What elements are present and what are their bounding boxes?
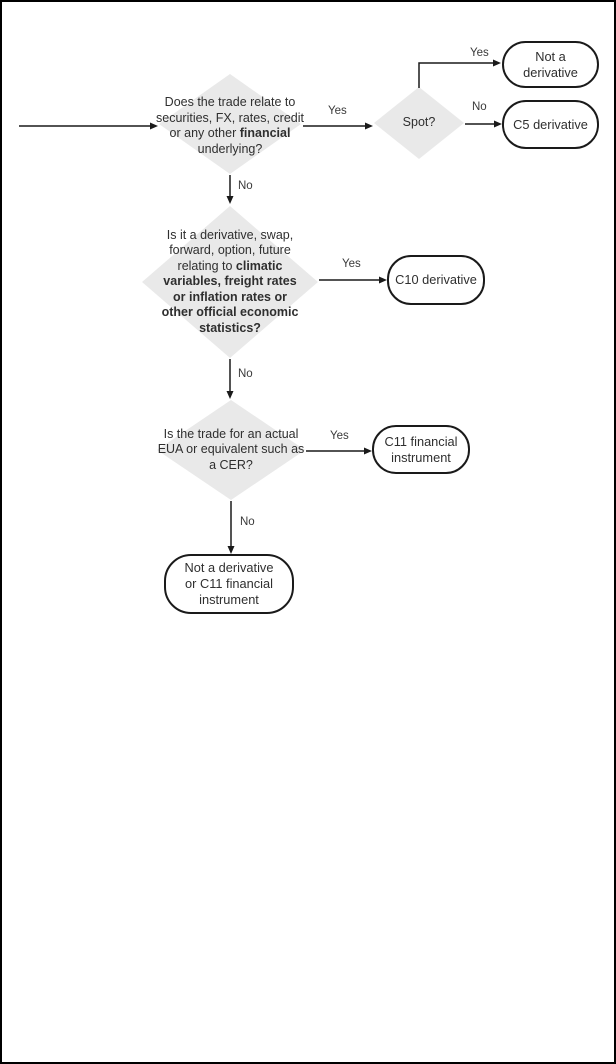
decision-eua-cer-text: Is the trade for an actual EUA or equivalent such as a CER? <box>157 426 305 472</box>
terminal-c10-derivative <box>387 255 485 305</box>
decision-c10-scope-bold-text: climatic variables, freight rates or inflation rates or other official economic statistics? <box>161 258 299 335</box>
decision-eua-cer <box>151 402 311 498</box>
terminal-not-derivative-or-c11 <box>164 554 294 614</box>
edge-label-d3-no: No <box>240 516 255 528</box>
decision-spot <box>374 87 464 159</box>
terminal-c5-derivative <box>502 100 599 149</box>
edge-label-spot-yes: Yes <box>470 47 489 59</box>
terminal-not-a-derivative <box>502 41 599 88</box>
terminal-not-a-derivative-text: Not a derivative <box>523 48 578 80</box>
decision-financial-underlying-text-end: underlying? <box>197 141 263 156</box>
decision-spot-text: Spot? <box>402 115 436 130</box>
decision-financial-underlying-text: Does the trade relate to securities, FX, rates, credit or any other <box>156 95 304 140</box>
terminal-c11-financial-instrument-text: C11 financial instrument <box>384 433 458 465</box>
terminal-c5-derivative-text: C5 derivative <box>513 116 588 132</box>
edge-label-d3-yes: Yes <box>330 430 349 442</box>
decision-financial-underlying <box>150 76 310 176</box>
edge-label-d1-yes: Yes <box>328 105 347 117</box>
connector-spot-to-not-a-derivative <box>419 63 495 88</box>
edge-label-d1-no: No <box>238 180 253 192</box>
edge-label-d2-yes: Yes <box>342 258 361 270</box>
edge-label-d2-no: No <box>238 368 253 380</box>
terminal-not-derivative-or-c11-text: Not a derivative or C11 financial instrument <box>184 560 274 607</box>
terminal-c10-derivative-text: C10 derivative <box>395 272 477 287</box>
decision-c10-scope-text: Is it a derivative, swap, forward, option, future relating to <box>166 227 294 273</box>
edge-label-spot-no: No <box>472 101 487 113</box>
terminal-c11-financial-instrument <box>372 425 470 474</box>
decision-financial-underlying-bold-text: financial <box>239 126 291 140</box>
decision-c10-scope <box>148 208 312 356</box>
